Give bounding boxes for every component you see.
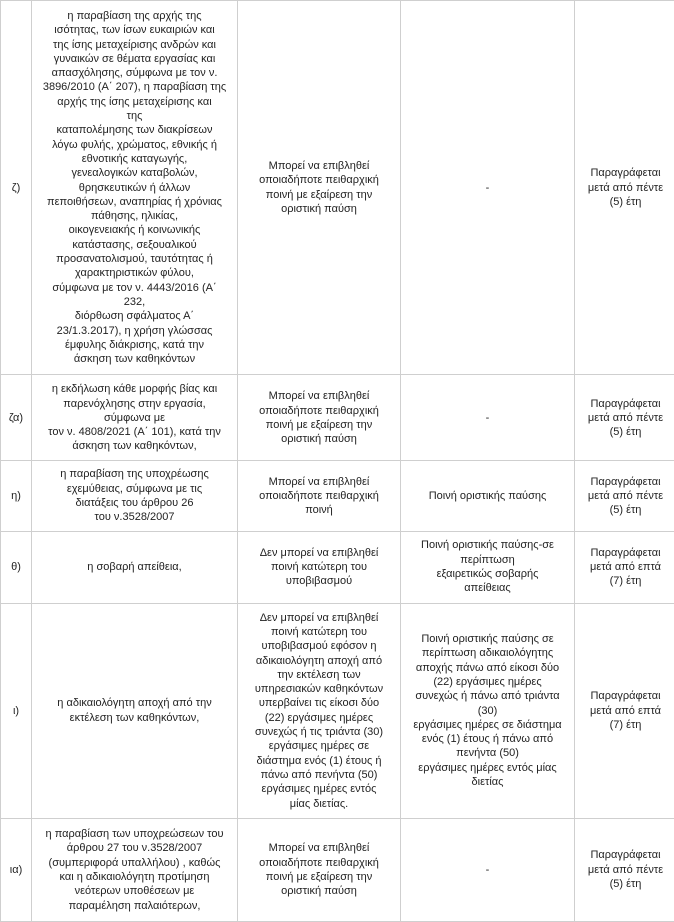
offense-cell xyxy=(32,1,238,375)
limitation-text: Παραγράφεται μετά από επτά (7) έτη xyxy=(590,690,661,731)
offense-text: η σοβαρή απείθεια, xyxy=(87,561,181,573)
row-label-cell xyxy=(1,818,32,921)
table-row xyxy=(1,461,674,531)
penalty-cell xyxy=(238,531,401,603)
penalty-text: Δεν μπορεί να επιβληθεί ποινή κατώτερη του υποβιβασμού εφόσον η αδικαιολόγητη αποχή από την εκτέλεση των υπηρεσιακών καθηκόντων υπερβαίνει τις είκοσι δύο (22) εργάσιμες ημέρες συνεχώς ή τις τριάντα (30) εργάσιμες ημέρες σε διάστημα ενός (1) έτους ή πάνω από πενήντα (50) εργάσιμες ημέρες εντός μίας διετίας. xyxy=(255,612,383,810)
row-label-cell xyxy=(1,375,32,461)
dismissal-text: Ποινή οριστικής παύσης-σε περίπτωση εξαιρετικώς σοβαρής απείθειας xyxy=(421,539,554,594)
offense-cell xyxy=(32,603,238,818)
row-label: ι) xyxy=(13,705,19,717)
limitation-text: Παραγράφεται μετά από πέντε (5) έτη xyxy=(588,476,663,517)
offense-cell xyxy=(32,461,238,531)
penalty-cell xyxy=(238,375,401,461)
dismissal-cell xyxy=(401,531,575,603)
penalty-cell xyxy=(238,1,401,375)
dismissal-text: - xyxy=(486,864,490,876)
penalty-cell xyxy=(238,603,401,818)
penalty-cell xyxy=(238,461,401,531)
limitation-cell xyxy=(575,1,674,375)
penalty-text: Δεν μπορεί να επιβληθεί ποινή κατώτερη του υποβιβασμού xyxy=(260,547,379,588)
limitation-cell xyxy=(575,531,674,603)
row-label: ζα) xyxy=(9,412,23,424)
row-label-cell xyxy=(1,461,32,531)
dismissal-text: - xyxy=(486,182,490,194)
penalty-text: Μπορεί να επιβληθεί οποιαδήποτε πειθαρχική ποινή xyxy=(259,476,379,517)
limitation-cell xyxy=(575,375,674,461)
table-row xyxy=(1,603,674,818)
limitation-cell xyxy=(575,603,674,818)
dismissal-cell xyxy=(401,818,575,921)
row-label-cell xyxy=(1,531,32,603)
offense-text: η εκδήλωση κάθε μορφής βίας και παρενόχλησης στην εργασία, σύμφωνα με τον ν. 4808/2021 (Α΄ 101), κατά την άσκηση των καθηκόντων, xyxy=(48,383,221,452)
offense-cell xyxy=(32,375,238,461)
dismissal-cell xyxy=(401,461,575,531)
limitation-text: Παραγράφεται μετά από πέντε (5) έτη xyxy=(588,167,663,208)
penalty-text: Μπορεί να επιβληθεί οποιαδήποτε πειθαρχική ποινή με εξαίρεση την οριστική παύση xyxy=(259,160,379,215)
limitation-text: Παραγράφεται μετά από πέντε (5) έτη xyxy=(588,398,663,439)
dismissal-cell xyxy=(401,375,575,461)
penalty-text: Μπορεί να επιβληθεί οποιαδήποτε πειθαρχική ποινή με εξαίρεση την οριστική παύση xyxy=(259,842,379,897)
limitation-text: Παραγράφεται μετά από πέντε (5) έτη xyxy=(588,849,663,890)
offense-cell xyxy=(32,531,238,603)
offense-text: η παραβίαση των υποχρεώσεων του άρθρου 27 του ν.3528/2007 (συμπεριφορά υπαλλήλου) , καθώς και η αδικαιολόγητη προτίμηση νεότερων υποθέσεων με παραμέληση παλαιότερων, xyxy=(46,828,224,911)
offense-text: η παραβίαση της αρχής της ισότητας, των ίσων ευκαιριών και της ίσης μεταχείρισης ανδρών και γυναικών σε θέματα εργασίας και απασχόλησης, σύμφωνα με τον ν. 3896/2010 (Α΄ 207), η παραβίαση της αρχής της ίσης μεταχείρισης και της καταπολέμησης των διακρίσεων λόγω φυλής, χρώματος, εθνικής ή εθνοτικής καταγωγής, γενεαλογικών καταβολών, θρησκευτικών ή άλλων πεποιθήσεων, αναπηρίας ή χρόνιας πάθησης, ηλικίας, οικογενειακής ή κοινωνικής κατάστασης, σεξουαλικού προσανατολισμού, ταυτότητας ή χαρακτηριστικών φύλου, σύμφωνα με τον ν. 4443/2016 (Α΄ 232, διόρθωση σφάλματος Α΄ 23/1.3.2017), η χρήση γλώσσας έμφυλης διάκρισης, κατά την άσκηση των καθηκόντων xyxy=(43,10,226,365)
dismissal-text: Ποινή οριστικής παύσης σε περίπτωση αδικαιολόγητης αποχής πάνω από είκοσι δύο (22) εργάσιμες ημέρες συνεχώς ή πάνω από τριάντα (30) εργάσιμες ημέρες σε διάστημα ενός (1) έτους ή πάνω από πενήντα (50) εργάσιμες ημέρες εντός μίας διετίας xyxy=(413,633,561,788)
row-label: ια) xyxy=(10,864,22,876)
dismissal-text: Ποινή οριστικής παύσης xyxy=(429,490,547,502)
row-label: η) xyxy=(11,490,21,502)
table-row xyxy=(1,818,674,921)
penalty-cell xyxy=(238,818,401,921)
table-row xyxy=(1,1,674,375)
penalty-text: Μπορεί να επιβληθεί οποιαδήποτε πειθαρχική ποινή με εξαίρεση την οριστική παύση xyxy=(259,390,379,445)
row-label: ζ) xyxy=(12,182,21,194)
offense-text: η παραβίαση της υποχρέωσης εχεμύθειας, σύμφωνα με τις διατάξεις του άρθρου 26 του ν.3528/2007 xyxy=(60,468,209,523)
row-label-cell xyxy=(1,603,32,818)
row-label-cell xyxy=(1,1,32,375)
dismissal-text: - xyxy=(486,412,490,424)
table-row xyxy=(1,531,674,603)
limitation-text: Παραγράφεται μετά από επτά (7) έτη xyxy=(590,547,661,588)
offense-text: η αδικαιολόγητη αποχή από την εκτέλεση των καθηκόντων, xyxy=(57,697,211,723)
offense-cell xyxy=(32,818,238,921)
row-label: θ) xyxy=(11,561,21,573)
limitation-cell xyxy=(575,818,674,921)
table-row xyxy=(1,375,674,461)
limitation-cell xyxy=(575,461,674,531)
dismissal-cell xyxy=(401,1,575,375)
dismissal-cell xyxy=(401,603,575,818)
